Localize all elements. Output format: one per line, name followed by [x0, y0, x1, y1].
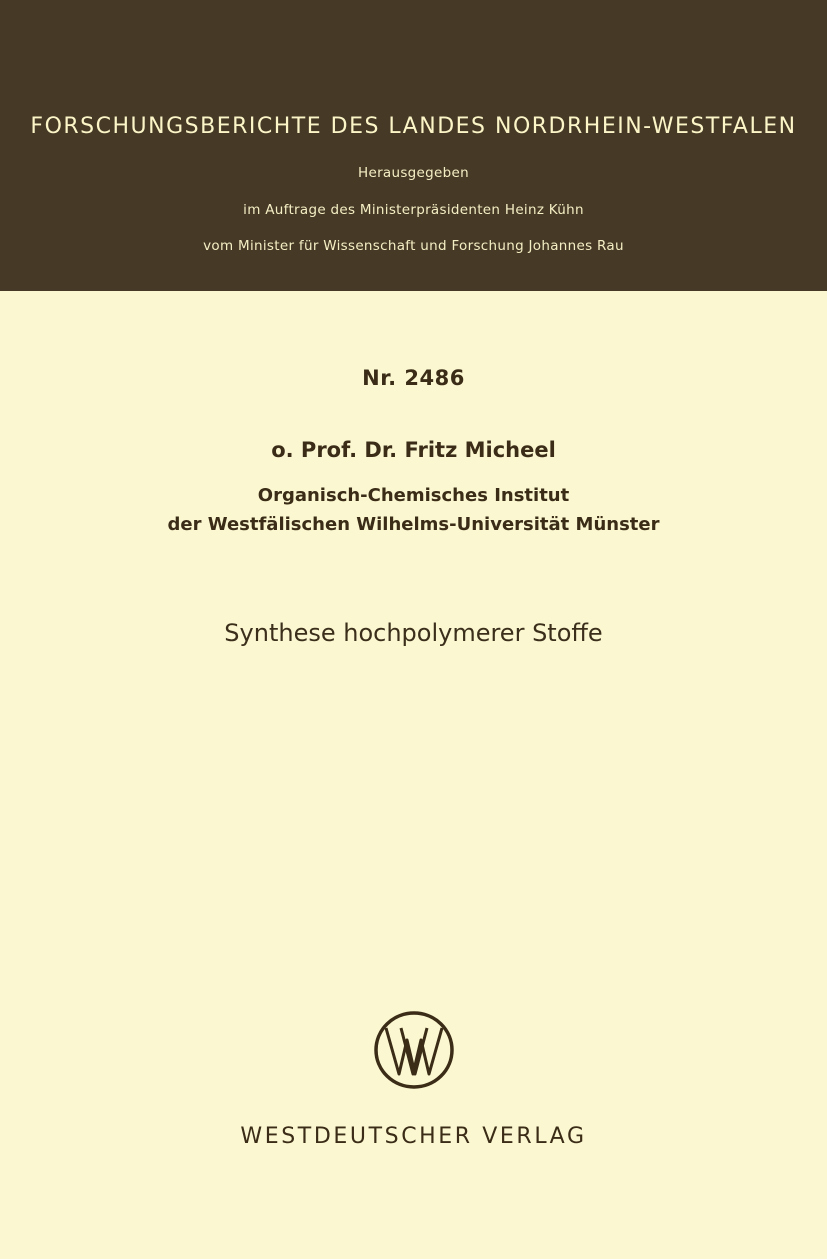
- author-name: o. Prof. Dr. Fritz Micheel: [271, 438, 556, 462]
- editor-line-1: Herausgegeben: [358, 165, 469, 181]
- report-number: Nr. 2486: [362, 366, 465, 390]
- institute-line-2: der Westfälischen Wilhelms-Universität Münster: [167, 514, 660, 535]
- publisher-name: WESTDEUTSCHER VERLAG: [240, 1124, 587, 1149]
- series-title: FORSCHUNGSBERICHTE DES LANDES NORDRHEIN-WESTFALEN: [30, 114, 797, 139]
- ww-circle-logo-icon: [372, 1010, 456, 1090]
- editor-line-2: im Auftrage des Ministerpräsidenten Heinz Kühn: [243, 202, 584, 218]
- editor-line-3: vom Minister für Wissenschaft und Forschung Johannes Rau: [203, 238, 624, 254]
- institute-line-1: Organisch-Chemisches Institut: [257, 485, 570, 506]
- book-title: Synthese hochpolymerer Stoffe: [224, 619, 603, 647]
- header-band: [0, 0, 827, 291]
